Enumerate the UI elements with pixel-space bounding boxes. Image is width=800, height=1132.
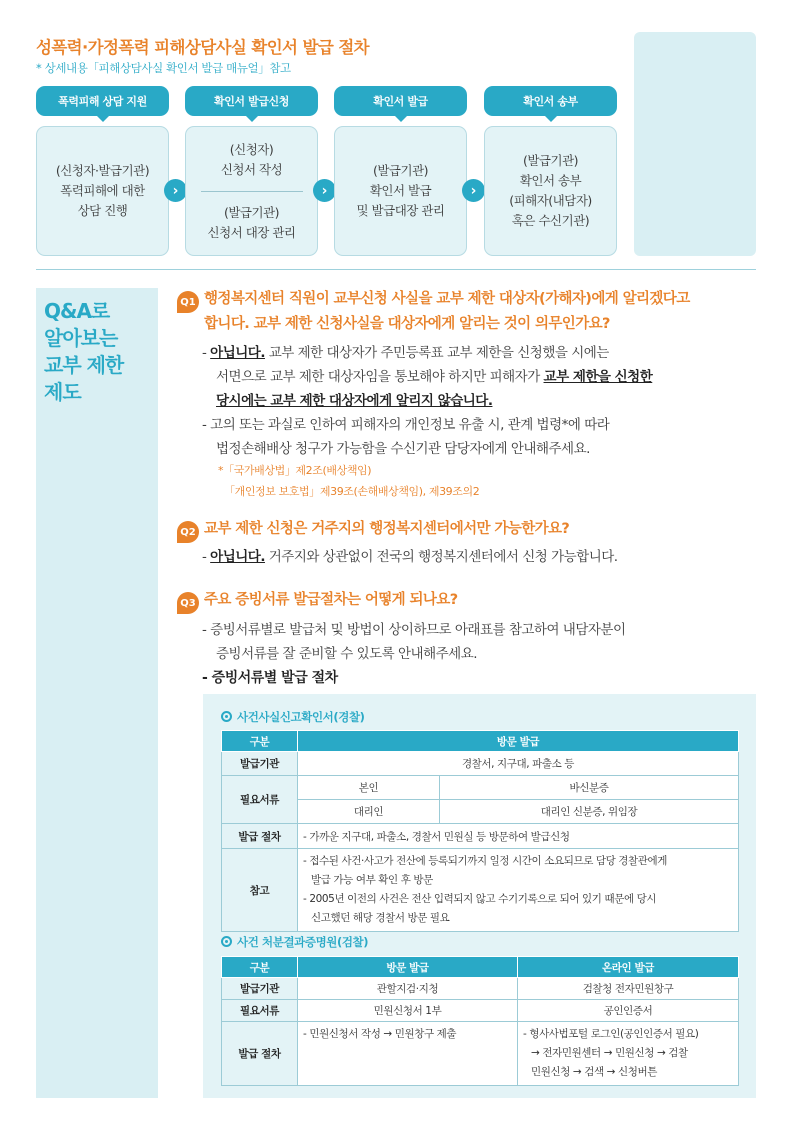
row-label: 필요서류 — [222, 776, 298, 824]
q1-answer-line — [202, 389, 758, 413]
target-bullet-icon — [221, 711, 232, 722]
step-3-line: 확인서 발급 — [369, 183, 432, 198]
row-label: 발급기관 — [222, 978, 298, 1000]
q3-badge: Q3 — [177, 592, 199, 614]
qa-side-panel — [36, 288, 158, 1098]
step-2-header: 확인서 발급신청 — [185, 86, 318, 116]
q1-answer-line — [202, 341, 758, 365]
step-3-header: 확인서 발급 — [334, 86, 467, 116]
note-line: - 2005년 이전의 사건은 전산 입력되지 않고 수기기록으로 되어 있기 때문에 당시 — [303, 893, 657, 905]
row-label: 참고 — [222, 849, 298, 932]
dash: - — [202, 417, 207, 433]
table-cell: 경찰서, 지구대, 파출소 등 — [298, 752, 739, 776]
section-divider — [36, 269, 756, 270]
q2-answer-no: 아닙니다. — [210, 549, 265, 565]
q3-answer — [202, 618, 758, 666]
row-label: 발급기관 — [222, 752, 298, 776]
step-2-line: 신청서 대장 관리 — [207, 224, 296, 240]
q1-footnote-1: *「국가배상법」제2조(배상책임) — [218, 464, 372, 477]
table1-title — [221, 709, 365, 725]
q3-subtitle: - 증빙서류별 발급 절차 — [202, 670, 338, 686]
table-row — [222, 978, 739, 1000]
table-row — [222, 752, 739, 776]
table2-title-text: 사건 처분결과증명원(검찰) — [237, 935, 369, 949]
procedure-line: → 전자민원센터 → 민원신청 → 검찰 — [531, 1047, 688, 1059]
documents-panel — [203, 694, 756, 1098]
q1-answer-text: 교부 제한 대상자가 주민등록표 교부 제한을 신청했을 시에는 — [264, 345, 609, 361]
step-divider — [201, 191, 303, 192]
table-row — [222, 957, 739, 978]
prosecution-document-table — [221, 956, 739, 1086]
table-row — [222, 824, 739, 849]
step-4-line: 확인서 송부 — [519, 173, 582, 188]
q1-badge: Q1 — [177, 291, 199, 313]
qa-title-line: 교부 제한 — [44, 353, 124, 377]
q1-answer-line — [202, 365, 758, 389]
table-cell: - 민원신청서 작성 → 민원창구 제출 — [298, 1022, 518, 1086]
q2-answer-text: 거주지와 상관없이 전국의 행정복지센터에서 신청 가능합니다. — [264, 549, 618, 565]
table-row — [222, 800, 739, 824]
target-bullet-icon — [221, 936, 232, 947]
q1-answer-text: 고의 또는 과실로 인하여 피해자의 개인정보 유출 시, 관계 법령*에 따라 — [210, 417, 610, 433]
step-4-box — [484, 126, 617, 256]
table1-title-text: 사건사실신고확인서(경찰) — [237, 710, 365, 724]
manual-reference-note: * 상세내용「피해상담사실 확인서 발급 매뉴얼」참고 — [36, 61, 291, 75]
note-line: 발급 가능 여부 확인 후 방문 — [311, 874, 433, 886]
q3-answer-line — [202, 618, 758, 642]
table-header-cell: 구분 — [222, 731, 298, 752]
q1-answer-line — [202, 413, 758, 437]
row-label: 발급 절차 — [222, 1022, 298, 1086]
table-header-cell: 방문 발급 — [298, 957, 518, 978]
note-line: - 접수된 사건·사고가 전산에 등록되기까지 일정 시간이 소요되므로 담당 경찰관에게 — [303, 855, 668, 867]
step-2-line: 신청서 작성 — [220, 161, 283, 177]
table-cell: 검찰청 전자민원창구 — [518, 978, 739, 1000]
row-label: 발급 절차 — [222, 824, 298, 849]
q1-question-line: 합니다. 교부 제한 신청사실을 대상자에게 알리는 것이 의무인가요? — [204, 316, 610, 332]
table-row — [222, 849, 739, 932]
table-cell: 바신분증 — [440, 776, 739, 800]
step-4-line: (발급기관) — [522, 153, 579, 168]
step-4-header: 확인서 송부 — [484, 86, 617, 116]
table-row — [222, 1022, 739, 1086]
step-2-line: (신청자) — [229, 141, 274, 157]
table-row — [222, 1000, 739, 1022]
step-1-line: 상담 진행 — [77, 203, 128, 218]
table-cell: 대리인 — [298, 800, 440, 824]
procedure-line: - 형사사법포털 로그인(공인인증서 필요) — [523, 1028, 699, 1040]
q2-badge: Q2 — [177, 521, 199, 543]
table-header-cell: 방문 발급 — [298, 731, 739, 752]
q1-answer-text: 서면으로 교부 제한 대상자임을 통보해야 하지만 피해자가 — [216, 369, 544, 385]
dash: - — [202, 622, 207, 638]
table-cell: 관할지검·지청 — [298, 978, 518, 1000]
row-label: 필요서류 — [222, 1000, 298, 1022]
table2-title — [221, 934, 368, 950]
table-cell: - 가까운 지구대, 파출소, 경찰서 민원실 등 방문하여 발급신청 — [298, 824, 739, 849]
table-header-cell: 구분 — [222, 957, 298, 978]
chevron-right-icon: › — [313, 179, 336, 202]
step-4-line: (피해자(내담자) — [509, 193, 592, 208]
table-cell — [298, 849, 739, 932]
q1-answer-emphasis: 교부 제한을 신청한 — [543, 369, 653, 385]
q1-answer-no: 아닙니다. — [210, 345, 265, 361]
q1-footnote-2: 「개인정보 보호법」제39조(손해배상책임), 제39조의2 — [224, 485, 480, 498]
page-title: 성폭력·가정폭력 피해상담사실 확인서 발급 절차 — [36, 38, 370, 57]
dash: - — [202, 549, 207, 565]
q1-question — [204, 287, 759, 337]
step-1-box — [36, 126, 169, 256]
q3-question: 주요 증빙서류 발급절차는 어떻게 되나요? — [204, 592, 458, 608]
qa-title-line: 알아보는 — [44, 326, 118, 350]
q2-answer — [202, 545, 758, 569]
note-line: 신고했던 해당 경찰서 방문 필요 — [311, 912, 450, 924]
q3-answer-line: 증빙서류를 잘 준비할 수 있도록 안내해주세요. — [216, 646, 478, 662]
qa-section-title — [44, 298, 123, 406]
step-1-line: (신청자·발급기관) — [55, 163, 150, 178]
q3-answer-text: 증빙서류별로 발급처 및 방법이 상이하므로 아래표를 참고하여 내담자분이 — [210, 622, 626, 638]
q1-answer-1 — [202, 341, 758, 413]
qa-title-line: Q&A로 — [44, 299, 110, 323]
q1-answer-line: 법정손해배상 청구가 가능함을 수신기관 담당자에게 안내해주세요. — [216, 441, 590, 457]
chevron-right-icon: › — [462, 179, 485, 202]
step-2-line: (발급기관) — [223, 204, 280, 220]
q1-answer-emphasis: 당시에는 교부 제한 대상자에게 알리지 않습니다. — [216, 393, 493, 409]
step-3-box — [334, 126, 467, 256]
step-2-box — [185, 126, 318, 256]
table-row — [222, 776, 739, 800]
table-header-cell: 온라인 발급 — [518, 957, 739, 978]
table-row — [222, 731, 739, 752]
table-cell: 공인인증서 — [518, 1000, 739, 1022]
qa-title-line: 제도 — [44, 380, 81, 404]
procedure-line: 민원신청 → 검색 → 신청버튼 — [531, 1066, 657, 1078]
police-document-table — [221, 730, 739, 932]
q1-question-line: 행정복지센터 직원이 교부신청 사실을 교부 제한 대상자(가해자)에게 알리겠다고 — [204, 291, 690, 307]
step-3-line: 및 발급대장 관리 — [356, 203, 445, 218]
decorative-side-panel — [634, 32, 756, 256]
step-3-line: (발급기관) — [372, 163, 429, 178]
chevron-right-icon: › — [164, 179, 187, 202]
step-1-header: 폭력피해 상담 지원 — [36, 86, 169, 116]
q1-answer-2 — [202, 413, 758, 461]
dash: - — [202, 345, 207, 361]
table-cell — [518, 1022, 739, 1086]
q2-question: 교부 제한 신청은 거주지의 행정복지센터에서만 가능한가요? — [204, 521, 570, 537]
step-1-line: 폭력피해에 대한 — [60, 183, 145, 198]
table-cell: 민원신청서 1부 — [298, 1000, 518, 1022]
step-4-line: 혹은 수신기관) — [511, 213, 590, 228]
table-cell: 본인 — [298, 776, 440, 800]
table-cell: 대리인 신분증, 위임장 — [440, 800, 739, 824]
